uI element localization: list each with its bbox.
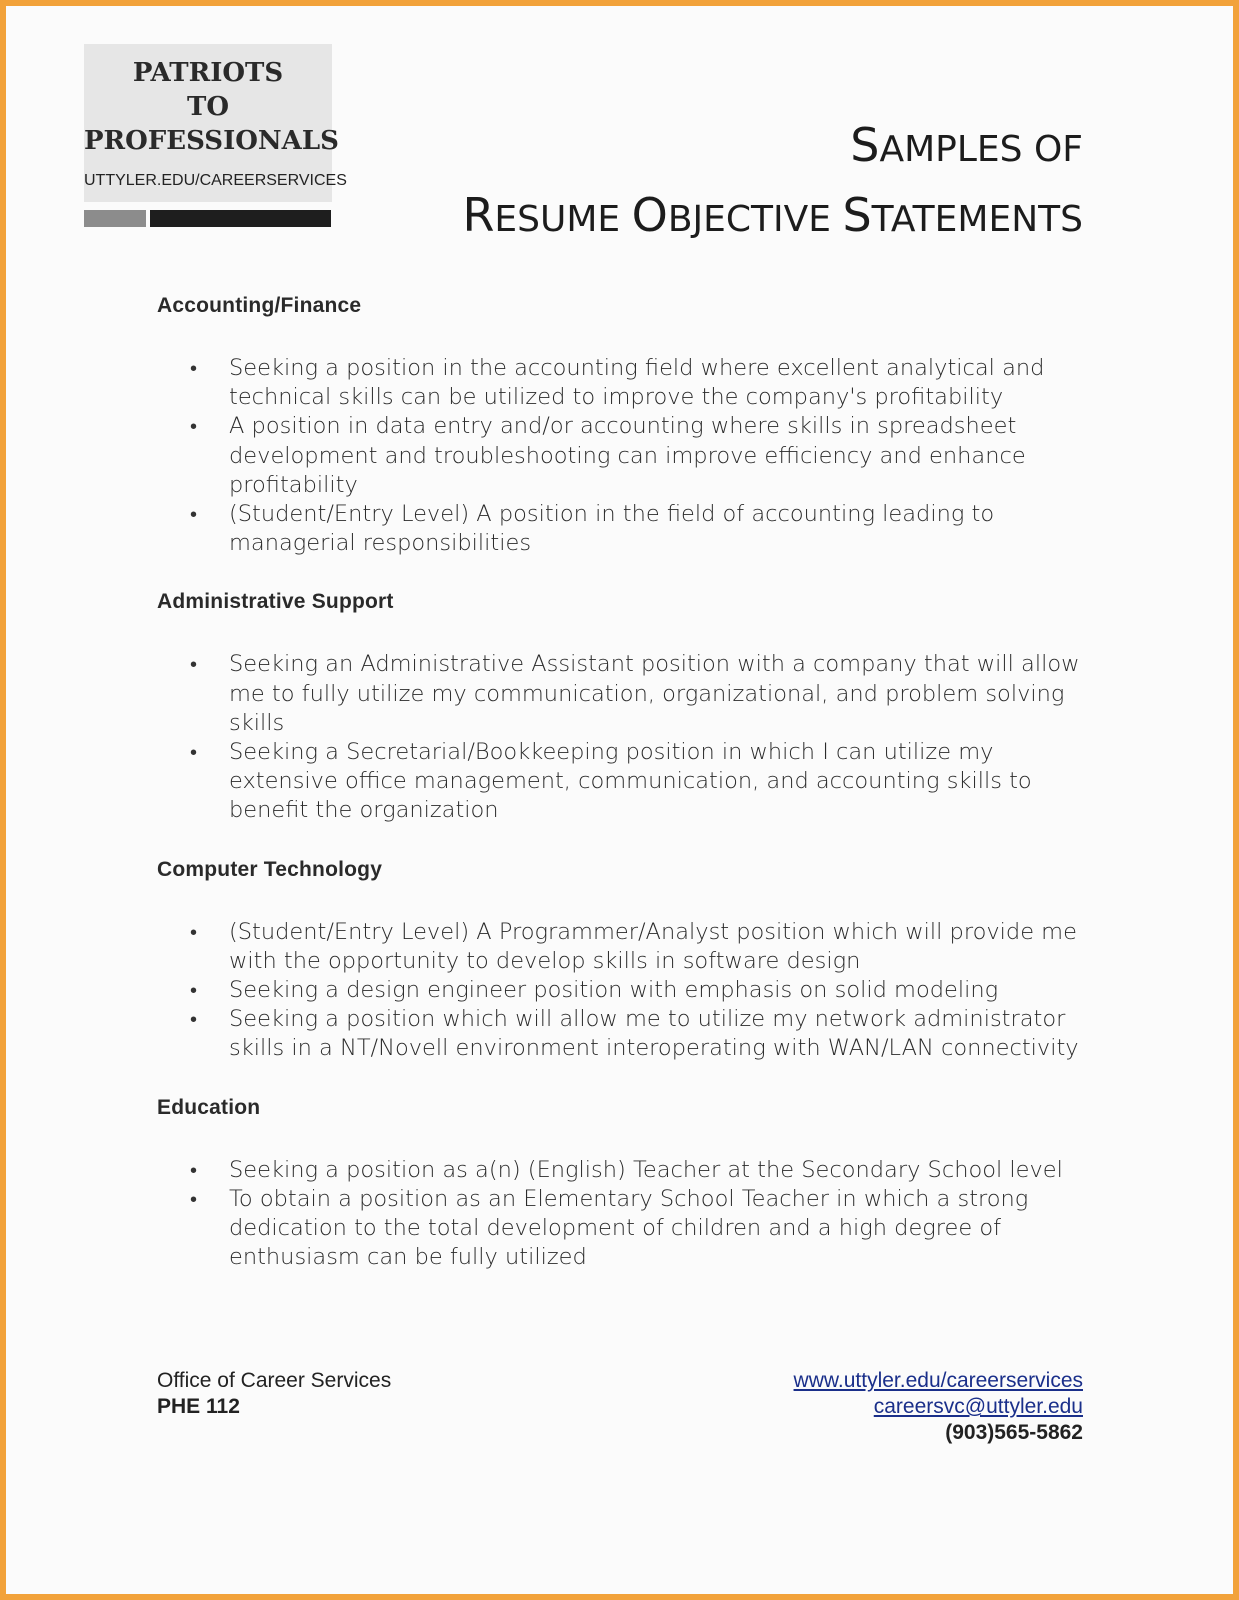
section-heading: Administrative Support (157, 590, 394, 614)
section-education (157, 1096, 1097, 1273)
section-heading: Education (157, 1095, 261, 1119)
website-link[interactable]: www.uttyler.edu/careerservices (793, 1369, 1083, 1392)
list-item: • To obtain a position as an Elementary School Teacher in which a strong dedication to the total development of children and a high degree of enthusiasm can be fully utilized (157, 1185, 1097, 1273)
list-item: • Seeking an Administrative Assistant position with a company that will allow me to fully utilize my communication, organizational, and problem solving skills (157, 650, 1097, 738)
section-administrative-support (157, 590, 1097, 825)
section-computer-technology (157, 858, 1097, 1064)
logo-bar-light (84, 210, 146, 227)
list-item: • Seeking a Secretarial/Bookkeeping position in which I can utilize my extensive office management, communication, and accounting skills to benefit the organization (157, 738, 1097, 826)
footer-contact (794, 1368, 1083, 1446)
logo (84, 44, 347, 202)
list-item: • Seeking a position as a(n) (English) Teacher at the Secondary School level (157, 1156, 1097, 1185)
office-name: Office of Career Services (157, 1369, 392, 1392)
logo-url: UTTYLER.EDU/CAREERSERVICES (84, 172, 347, 189)
phone-number: (903)565-5862 (945, 1421, 1083, 1444)
list-item: • (Student/Entry Level) A Programmer/Analyst position which will provide me with the opportunity to develop skills in software design (157, 918, 1097, 976)
list-item: • Seeking a design engineer position with emphasis on solid modeling (157, 976, 1097, 1005)
email-link[interactable]: careersvc@uttyler.edu (873, 1395, 1083, 1418)
office-room: PHE 112 (157, 1395, 240, 1418)
logo-line-3: PROFESSIONALS (84, 126, 339, 156)
list-item: • (Student/Entry Level) A position in the field of accounting leading to managerial responsibilities (157, 500, 1097, 558)
section-accounting-finance (157, 294, 1097, 558)
list-item: • A position in data entry and/or accounting where skills in spreadsheet development and troubleshooting can improve efficiency and enhance profitability (157, 412, 1097, 500)
logo-line-2: TO (187, 92, 229, 122)
page-title-line-1: SAMPLES OF (850, 118, 1083, 172)
list-item: • Seeking a position which will allow me to utilize my network administrator skills in a NT/Novell environment interoperating with WAN/LAN connectivity (157, 1005, 1097, 1063)
logo-bar-dark (150, 210, 331, 227)
objectives-content (157, 294, 1097, 1304)
logo-line-1: PATRIOTS (132, 58, 284, 88)
section-heading: Accounting/Finance (157, 294, 362, 317)
footer-office (157, 1368, 391, 1420)
section-heading: Computer Technology (157, 857, 383, 881)
page-title-line-2: RESUME OBJECTIVE STATEMENTS (462, 188, 1083, 242)
list-item: • Seeking a position in the accounting field where excellent analytical and technical skills can be utilized to improve the company's profitability (157, 354, 1097, 412)
